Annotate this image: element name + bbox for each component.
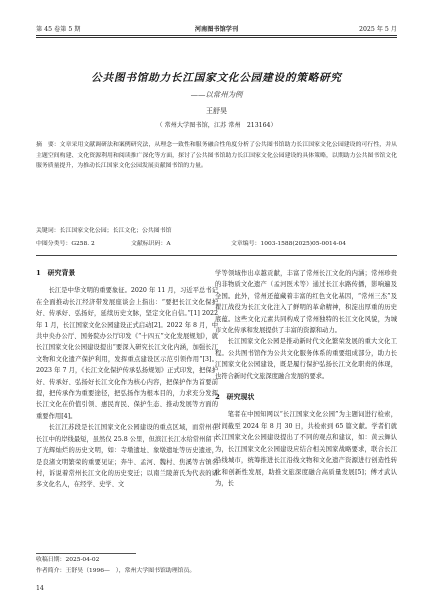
paragraph: 长江江苏段是长江国家文化公园建设的重点区域，而常州在长江中的岸线最短，虽然仅 25.8 公里，但滨江长江水给常州留下了光辉灿烂的历史文明，如：寺墩遗址、象墩遗址等历史遗迹，是良渚文明繁荣的重要见证；奔牛、孟河、魏村、焦溪等古镇名村，诉说着常州长江文化的历史变迁；以南兰陵萧氏为代表的诸多文化名人，在经学、史学、文 bbox=[36, 424, 218, 489]
header-rule bbox=[36, 35, 397, 36]
paragraph: 笔者在中国知网以“长江国家文化公园”为主题词进行检索，时间截至 2024 年 8 月 30 日，共检索到 65 篇文献。学者们就长江国家文化公园建设提出了不同的观点和建议，如：黄云舞认为，长江国家文化公园建设应结合相关国家战略要求，联合长江沿线城市，统筹推进长江沿线文物和文化遗产资源进行创造性转化和创新性发展，助推文旅深度融合高质量发展[5]；傅才武认为，长 bbox=[215, 411, 397, 487]
page-number: 14 bbox=[36, 585, 44, 592]
author-name: 王舒昊 bbox=[206, 107, 227, 115]
section-heading-1: 1 研究背景 bbox=[36, 269, 76, 277]
footnote-rule bbox=[36, 553, 136, 554]
classification-line bbox=[36, 239, 397, 249]
paragraph: 长江是中华文明的重要象征。2020 年 11 月，习近平总书记在全面推动长江经济带发展座谈会上指出：“要把长江文化保护好、传承好、弘扬好，延续历史文脉，坚定文化自信。”[1] 2022 年 1 月，长江国家文化公园建设正式启动[2]。2022 年 8 月，中共中央办公厅、国务院办公厅印发《“十四五”文化发展规划》，就长江国家文化公园建设提出“要深入研究长江文化内涵，加强长江文物和文化遗产保护利用，发挥重点建设区示范引领作用”[3]。2023 年 7 月，《长江文化保护传承弘扬规划》正式印发，把保护好、传承好、弘扬好长江文化作为核心内容，把保护作为首要前提，把传承作为重要途径，把弘扬作为根本目的，力求充分发挥长江文化在价值引领、惠民育民、保护生态、推动发展等方面的重要作用[4]。 bbox=[36, 287, 218, 420]
clc-number: 中图分类号：G258. 2 bbox=[36, 241, 95, 247]
header-rule-thin bbox=[36, 37, 397, 38]
author-bio: 作者简介：王舒昊（1996— ），常州大学图书馆助理馆员。 bbox=[36, 567, 196, 574]
paper-title: 公共图书馆助力长江国家文化公园建设的策略研究 bbox=[91, 72, 342, 84]
header-issue: 第 45 卷第 5 期 bbox=[36, 26, 81, 33]
article-number: 文章编号：1003-1588(2025)05-0014-04 bbox=[231, 241, 346, 247]
header-journal: 河南图书馆学刊 bbox=[194, 26, 239, 33]
received-date: 收稿日期：2025-04-02 bbox=[36, 557, 100, 563]
right-column bbox=[215, 268, 397, 489]
paper-subtitle: ——以常州为例 bbox=[190, 90, 243, 99]
footnote bbox=[36, 555, 218, 576]
document-code: 文献标识码：A bbox=[131, 241, 171, 247]
left-column bbox=[36, 268, 218, 491]
paragraph-continued: 学等领域作出卓越贡献，丰富了常州长江文化的内涵；常州珍贵的非物质文化遗产（孟河医术等）通过长江水路传播，影响遍及全国。此外，常州还蕴藏着丰富的红色文化基因，“常州三杰”及瞿江战役为长江文化注入了鲜明的革命精神，积淀出厚重的历史底蕴。这些文化元素共同构成了常州独特的长江文化风貌，为城市文化传承和发展提供了丰富的资源和动力。 bbox=[215, 270, 397, 335]
section-heading-2: 2 研究现状 bbox=[215, 393, 255, 402]
abstract: 摘 要：文章采用文献调研法和案例研究法，从理念一致性和服务融合性角度分析了公共图书馆助力长江国家文化公园建设的可行性，并从主题空间构建、文化资源利用和阅读推广深化等方面，探讨了公共图书馆助力长江国家文化公园建设的具体策略，以期助力公共图书馆文化服务质量提升，为推动长江国家文化公园发展贡献图书馆的力量。 bbox=[36, 142, 397, 170]
front-matter-rule bbox=[36, 255, 397, 256]
author-affiliation: （ 常州大学图书馆，江苏 常州 213164） bbox=[156, 122, 277, 129]
paragraph: 长江国家文化公园是推动新时代文化繁荣发展的重大文化工程。公共图书馆作为公共文化服务体系的重要组成部分，助力长江国家文化公园建设，既是履行保护弘扬长江文化职责的体现，也符合新时代文旅深度融合发展的要求。 bbox=[215, 338, 397, 380]
header-date: 2025 年 5 月 bbox=[359, 26, 397, 33]
keywords: 关键词：长江国家文化公园；长江文化；公共图书馆 bbox=[36, 228, 172, 234]
